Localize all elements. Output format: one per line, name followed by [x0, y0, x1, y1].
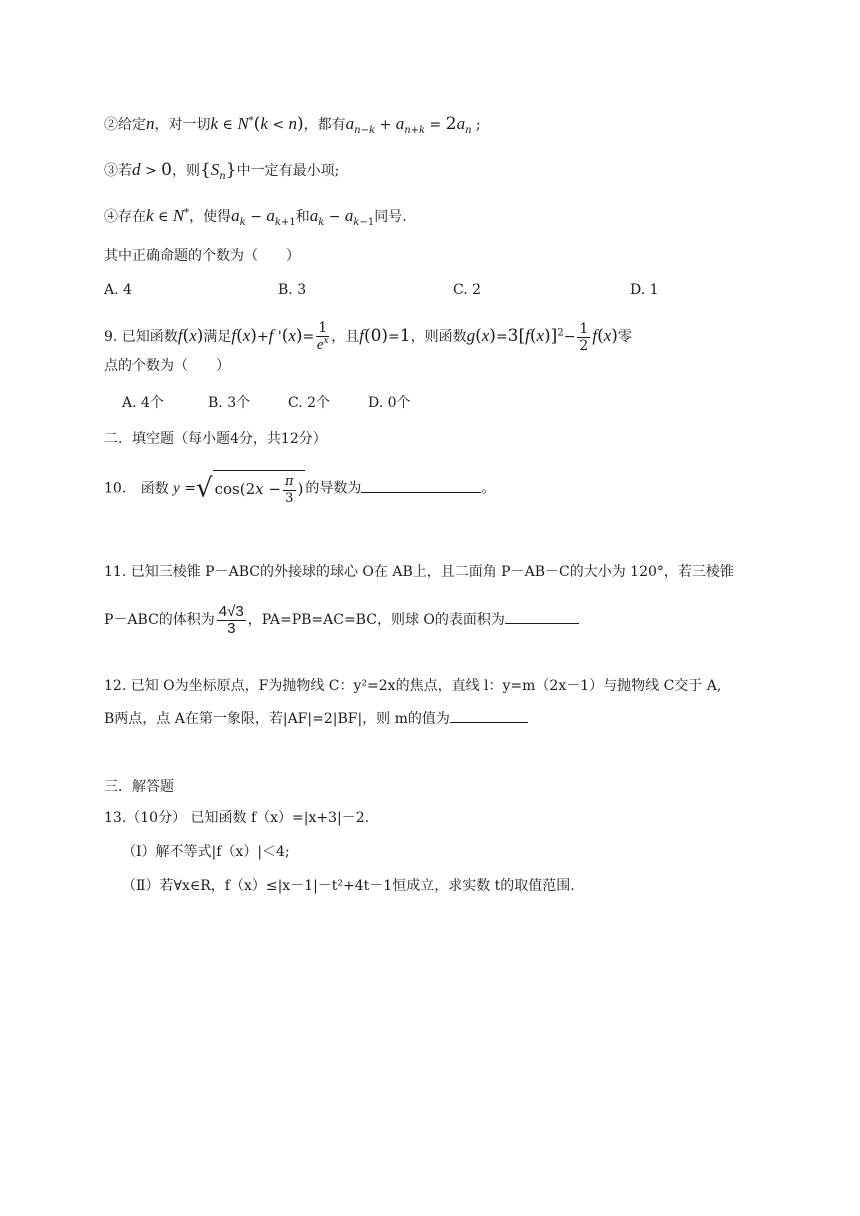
q10-end: 。: [481, 480, 496, 497]
q9-intro: 9. 已知函数: [104, 329, 178, 345]
q9-line2: 点的个数为（ ）: [104, 358, 230, 374]
proposition-3-label: ③若: [104, 163, 132, 179]
q8-question: 其中正确命题的个数为（ ）: [104, 248, 300, 264]
q8-choice-b: B. 3: [278, 282, 307, 298]
q9-choice-a: A. 4个: [122, 395, 164, 411]
proposition-4-and: 和: [295, 209, 310, 225]
q13-part1: （Ⅰ）解不等式|f（x）|＜4;: [122, 844, 290, 860]
q9-zero: 零: [617, 329, 632, 345]
q12-line2: B两点，点 A在第一象限，若|AF|=2|BF|，则 m的值为: [104, 711, 450, 727]
q9-and: ，且: [331, 329, 360, 345]
q8-choice-c: C. 2: [453, 282, 482, 298]
q9-choice-d: D. 0个: [368, 395, 411, 411]
proposition-3-tail: 中一定有最小项;: [236, 163, 340, 179]
q8-choice-a: A. 4: [104, 282, 132, 298]
q11-line2: [104, 600, 579, 640]
section-fill-in-title: 二．填空题（每小题4分，共12分）: [104, 431, 327, 447]
q11-line2a: P－ABC的体积为: [104, 612, 215, 628]
proposition-2-tail2: ，都有: [303, 117, 346, 133]
proposition-2: ②给定n，对一切k ∈ N*(k < n)，都有$a_{n-k} + a_{n+k} = 2a_n$ ;: [104, 114, 481, 136]
proposition-3-mid: ，则: [171, 163, 200, 179]
q11-volume-numerator: 4√3: [218, 602, 244, 620]
proposition-4-tail: 同号.: [374, 209, 407, 225]
q9-then: ，则函数: [410, 329, 467, 345]
proposition-4-mid: ，使得: [189, 209, 232, 225]
q9-line1: 9. 已知函数f(x)满足f(x)+f '(x)= $\frac{1}{e^x}$ ，且f(0)=1，则函数$g(x)=3[f(x)]^2-$ $\frac{1}{2}$ f(x)零: [104, 319, 632, 354]
q11-line2b: ，PA=PB=AC=BC，则球 O的表面积为: [247, 612, 505, 628]
proposition-4: ④存在k ∈ N*，使得$a_k - a_{k+1}$和$a_k - a_{k-1}$同号.: [104, 206, 407, 228]
q13-line1: 13.（10分） 已知函数 f（x）=|x+3|－2.: [104, 810, 370, 826]
q8-choice-d: D. 1: [630, 282, 659, 298]
q10-number: 10.: [104, 480, 127, 497]
q10-text1: 函数: [140, 480, 169, 497]
q12-answer-blank[interactable]: [450, 708, 528, 723]
proposition-4-label: ④存在: [104, 209, 146, 225]
q10-answer-blank[interactable]: [361, 478, 481, 493]
q9-satisfies: 满足: [203, 329, 232, 345]
q12-line2-wrap: [104, 708, 528, 729]
q11-line1: 11. 已知三棱锥 P－ABC的外接球的球心 O在 AB上，且二面角 P－AB－C的大小为 120°，若三棱锥: [104, 564, 734, 580]
q12-line1: 12. 已知 O为坐标原点，F为抛物线 C：y²=2x的焦点，直线 l：y=m（2x－1）与抛物线 C交于 A,: [104, 678, 722, 694]
q10: 10. 函数 y =√ cos(2x − $\frac{\pi}{3}$ ) 的导数为 。: [104, 470, 495, 507]
q13-part2: （Ⅱ）若∀x∈R，f（x）≤|x－1|－t²+4t－1恒成立，求实数 t的取值范围.: [122, 878, 575, 894]
q11-volume-denominator: 3: [227, 619, 236, 637]
proposition-3: ③若d > 0，则$\{S_n\}$中一定有最小项;: [104, 160, 340, 182]
q11-answer-blank[interactable]: [505, 609, 579, 624]
q10-text2: 的导数为: [305, 480, 362, 497]
proposition-2-label: ②给定: [104, 117, 146, 133]
q9-choice-b: B. 3个: [208, 395, 251, 411]
q9-choice-c: C. 2个: [288, 395, 331, 411]
section-answer-title: 三．解答题: [104, 779, 174, 795]
proposition-2-tail: ，对一切: [154, 117, 211, 133]
